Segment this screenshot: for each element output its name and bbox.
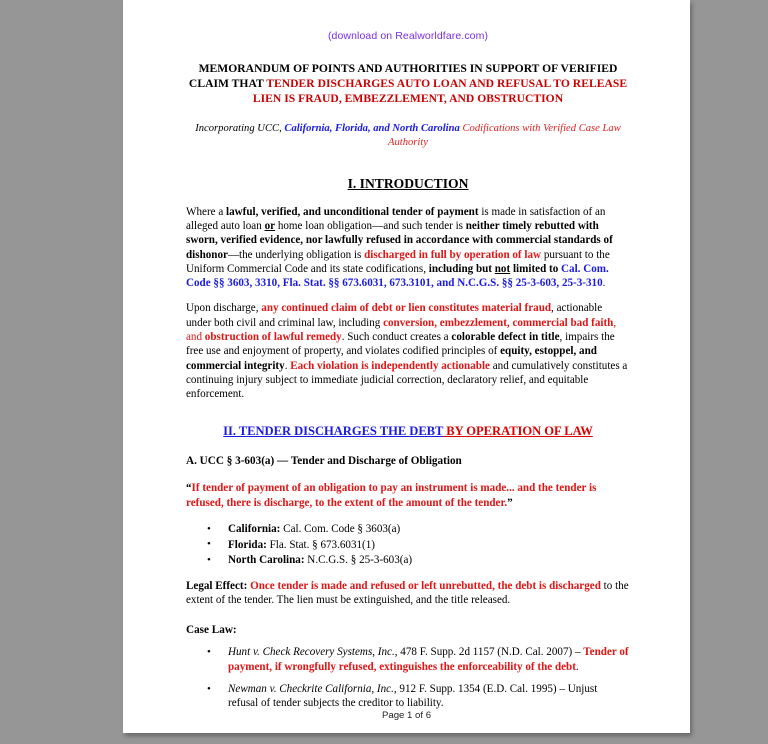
document-title-part2: TENDER DISCHARGES AUTO LOAN AND REFUSAL TO RELEASE LIEN IS FRAUD, EMBEZZLEMENT, AND OBSTRUCTION bbox=[252, 77, 628, 106]
subtitle-tail: Codifications with Verified Case Law Authority bbox=[387, 122, 621, 149]
document-title-part1: MEMORANDUM OF POINTS AND AUTHORITIES IN SUPPORT OF VERIFIED CLAIM THAT bbox=[188, 62, 618, 91]
p2-s6: obstruction of lawful remedy bbox=[204, 330, 342, 343]
p1-s1: Where a bbox=[186, 205, 227, 218]
p2-s2: any continued claim of debt or lien constitutes material fraud bbox=[261, 302, 552, 315]
case-holding: Tender of payment, if wrongfully refused, extinguishes the enforceability of the debt bbox=[228, 646, 629, 673]
p1-s8: discharged in full by operation of law bbox=[364, 248, 542, 261]
p1-s13: Cal. Com. Code §§ 3603, 3310, Fla. Stat. §§ 673.6031, 673.3101, and N.C.G.S. §§ 25-3-603, 25-3-310 bbox=[186, 262, 609, 290]
case-cite: , 912 F. Supp. 1354 (E.D. Cal. 1995) – Unjust refusal of tender subjects the creditor to liability. bbox=[228, 683, 598, 710]
case-name: Hunt v. Check Recovery Systems, Inc. bbox=[228, 646, 395, 659]
p2-s9: , impairs the free use and enjoyment of property, and violates codified principles of bbox=[186, 330, 615, 358]
section-2-heading-blue: II. TENDER DISCHARGES THE DEBT bbox=[223, 424, 444, 439]
p2-s4: conversion, embezzlement, commercial bad faith bbox=[383, 316, 614, 329]
p1-s14: . bbox=[602, 277, 606, 290]
case-law-label: Case Law: bbox=[186, 624, 237, 637]
section-1-heading bbox=[186, 176, 630, 192]
p2-s3: , actionable under both civil and criminal law, including bbox=[186, 302, 603, 329]
legal-effect-paragraph bbox=[186, 579, 630, 608]
p1-s9: pursuant to the Uniform Commercial Code and its state codifications, bbox=[186, 248, 610, 275]
case-tail: . bbox=[575, 660, 579, 673]
codification-list bbox=[186, 522, 630, 568]
p2-s12: Each violation is independently actionable bbox=[290, 359, 490, 372]
p1-s7: —the underlying obligation is bbox=[227, 248, 365, 261]
list-item bbox=[186, 645, 630, 674]
p2-s5: , and bbox=[186, 316, 617, 343]
p2-s7: . Such conduct creates a bbox=[341, 330, 452, 343]
case-law-list bbox=[186, 645, 630, 710]
section-1-heading-text: I. INTRODUCTION bbox=[347, 175, 469, 191]
p2-s8: colorable defect in title bbox=[451, 330, 560, 343]
p1-s6: neither timely rebutted with sworn, verified evidence, nor lawfully refused in accordance with commercial standards of dishonor bbox=[186, 219, 613, 261]
page-footer: Page 1 of 6 bbox=[381, 710, 432, 721]
list-item bbox=[186, 538, 630, 553]
codification-cite: N.C.G.S. § 25-3-603(a) bbox=[304, 554, 413, 567]
quote-close-mark: ” bbox=[507, 496, 513, 509]
list-item bbox=[186, 682, 630, 711]
codification-state: North Carolina: bbox=[228, 554, 305, 567]
page-content bbox=[186, 30, 630, 722]
list-item bbox=[186, 522, 630, 537]
list-item bbox=[186, 553, 630, 568]
codification-cite: Cal. Com. Code § 3603(a) bbox=[280, 523, 401, 536]
p1-s12: limited to bbox=[510, 262, 562, 275]
codification-state: Florida: bbox=[228, 538, 267, 551]
section-2-heading-red: BY OPERATION OF LAW bbox=[443, 424, 593, 439]
case-cite: , 478 F. Supp. 2d 1157 (N.D. Cal. 2007) – bbox=[394, 646, 584, 659]
download-link[interactable]: (download on Realworldfare.com) bbox=[327, 30, 489, 42]
p1-s11: not bbox=[494, 262, 511, 275]
subtitle-lead: Incorporating UCC, bbox=[195, 122, 285, 134]
p2-s13: and cumulatively constitutes a continuing injury subject to immediate judicial correction, declaratory relief, and equitable enforcement. bbox=[186, 359, 628, 401]
subtitle-states: California, Florida, and North Carolina bbox=[284, 122, 460, 134]
document-title bbox=[186, 61, 630, 107]
document-page bbox=[123, 0, 690, 733]
p1-s3: is made in satisfaction of an alleged auto loan bbox=[186, 205, 606, 232]
section-2-heading bbox=[186, 424, 630, 439]
section-1-paragraph-2 bbox=[186, 301, 630, 401]
p1-s5: home loan obligation—and such tender is bbox=[275, 219, 466, 232]
section-1-paragraph-1 bbox=[186, 205, 630, 291]
codification-cite: Fla. Stat. § 673.6031(1) bbox=[266, 538, 375, 551]
p1-s2: lawful, verified, and unconditional tender of payment bbox=[226, 205, 479, 218]
quote-open-mark: “ bbox=[186, 482, 192, 495]
p1-s10: including but bbox=[428, 262, 495, 275]
p2-s11: . bbox=[284, 359, 291, 372]
case-name: Newman v. Checkrite California, Inc. bbox=[228, 683, 394, 696]
p1-s4: or bbox=[264, 219, 276, 232]
quote-text: If tender of payment of an obligation to pay an instrument is made... and the tender is refused, there is discharge, to the extent of the amount of the tender. bbox=[186, 482, 597, 509]
p2-s10: equity, estoppel, and commercial integrity bbox=[186, 345, 597, 372]
codification-state: California: bbox=[228, 523, 281, 536]
document-subtitle bbox=[186, 122, 630, 151]
ucc-quote bbox=[186, 481, 630, 510]
subsection-a-heading: A. UCC § 3-603(a) — Tender and Discharge of Obligation bbox=[186, 455, 462, 468]
legal-effect-label: Legal Effect: bbox=[186, 579, 248, 592]
legal-effect-red: Once tender is made and refused or left unrebutted, the debt is discharged bbox=[247, 579, 601, 592]
legal-effect-tail: to the extent of the tender. The lien must be extinguished, and the title released. bbox=[186, 579, 629, 607]
p2-s1: Upon discharge, bbox=[186, 302, 262, 315]
